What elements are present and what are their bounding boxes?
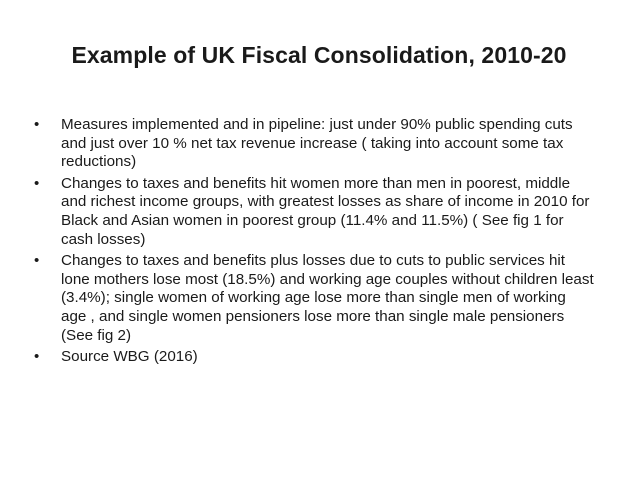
bullet-item (34, 252, 594, 345)
slide-title: Example of UK Fiscal Consolidation, 2010-20 (71, 42, 567, 68)
bullet-item (34, 116, 594, 172)
bullet-item (34, 175, 594, 249)
bullet-dot-icon: • (34, 116, 40, 133)
bullet-text: Source WBG (2016) (61, 348, 198, 366)
bullet-text: Measures implemented and in pipeline: just under 90% public spending cuts and just over 10 % net tax revenue increase ( taking into account some tax reductions) (61, 116, 573, 171)
bullet-list (34, 116, 594, 370)
bullet-dot-icon: • (34, 348, 40, 366)
bullet-dot-icon: • (34, 174, 40, 192)
bullet-dot-icon: • (34, 252, 40, 270)
bullet-text: Changes to taxes and benefits plus losses due to cuts to public services hit lone mothers lose most (18.5%) and working age couples without children least (3.4%); single women of working age lose more than single men of working age , and single women pensioners lose more than single male pensioners (See fig 2) (61, 252, 594, 344)
bullet-text: Changes to taxes and benefits hit women more than men in poorest, middle and richest income groups, with greatest losses as share of income in 2010 for Black and Asian women in poorest group (11.4% and 11.5%) ( See fig 1 for cash losses) (61, 174, 590, 248)
bullet-item (34, 348, 594, 367)
